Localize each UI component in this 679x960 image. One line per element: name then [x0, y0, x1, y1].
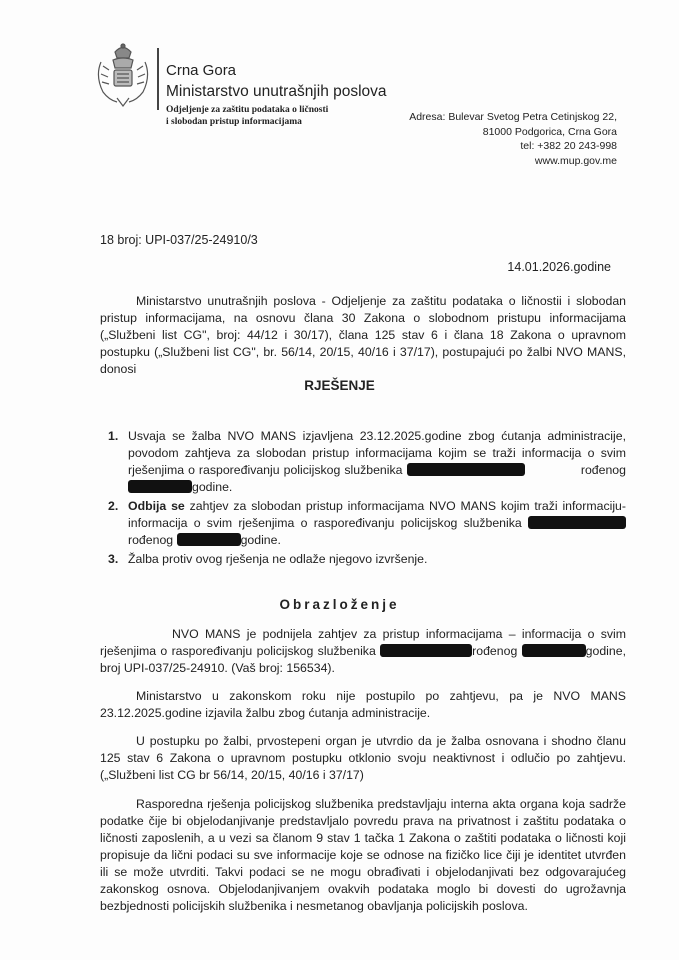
- ministry-name: Ministarstvo unutrašnjih poslova: [166, 83, 387, 100]
- decision-item-3: 3. Žalba protiv ovog rješenja ne odlaže njegovo izvršenje.: [108, 552, 428, 566]
- redaction: [407, 463, 525, 476]
- decision-item-2: 2. Odbija se zahtjev za slobodan pristup informacijama NVO MANS kojim traži informaciju- informacija o svim rješenjima o raspoređivanju policijskog službenika rođenog godine.: [108, 499, 626, 547]
- contact-block: [409, 110, 617, 168]
- redaction: [380, 644, 472, 657]
- reasoning-paragraph-3: U postupku po žalbi, prvostepeni organ je utvrdio da je žalba osnovana i shodno članu 125 stav 6 Zakona o upravnom postupku otklonio svoju neaktivnost i odlučio po zahtjevu. („Službeni list CG br 56/14, 20/15, 40/16 i 37/17): [100, 734, 626, 782]
- redaction: [128, 480, 192, 493]
- website: www.mup.gov.me: [534, 154, 617, 167]
- redaction: [522, 644, 586, 657]
- address-line-1: Adresa: Bulevar Svetog Petra Cetinjskog 22,: [409, 111, 617, 123]
- country-name: Crna Gora: [166, 62, 237, 79]
- decision-item-1: 1. Usvaja se žalba NVO MANS izjavljena 23.12.2025.godine zbog ćutanja administracije, povodom zahtjeva za slobodan pristup informacijama kojim se traži informacija o svim rješenjima o raspoređivanju policijskog službenika rođenog godine.: [108, 429, 626, 494]
- preamble: Ministarstvo unutrašnjih poslova - Odjeljenje za zaštitu podataka o ličnostii i slobodan pristup informacijama, na osnovu člana 30 Zakona o slobodnom pristupu informacijama („Službeni list CG", broj: 44/12 i 30/17), člana 125 stav 6 i člana 18 Zakona o upravnom postupku („Službeni list CG", br. 56/14, 20/15, 40/16 i 37/17), postupajući po žalbi NVO MANS, donosi: [100, 294, 626, 376]
- reference-number: 18 broj: UPI-037/25-24910/3: [100, 233, 258, 247]
- reasoning-paragraph-2: Ministarstvo u zakonskom roku nije postupilo po zahtjevu, pa je NVO MANS 23.12.2025.godine izjavila žalbu zbog ćutanja administracije.: [100, 689, 626, 720]
- department-name: Odjeljenje za zaštitu podataka o ličnosti i slobodan pristup informacijama: [166, 105, 329, 127]
- redaction: [177, 533, 241, 546]
- phone: tel: +382 20 243-998: [520, 140, 617, 152]
- header-divider: [157, 48, 159, 110]
- coat-of-arms-icon: [93, 42, 153, 110]
- reasoning-title: Obrazloženje: [279, 597, 400, 612]
- address-line-2: 81000 Podgorica, Crna Gora: [482, 125, 617, 138]
- decision-list: [108, 428, 626, 568]
- reasoning-paragraph-4: Rasporedna rješenja policijskog službenika predstavljaju interna akta organa koja sadrže podatke čije bi objelodanjivanje predstavljalo povredu prava na privatnost i zaštitu podataka o ličnosti zaposlenih, a u vezi sa članom 9 stav 1 tačka 1 Zakona o zaštiti podataka o ličnosti koji propisuje da lični podaci su sve informacije koje se odnose na fizičko lice čiji je identitet utvrđen ili se može utvrditi. Takvi podaci se ne mogu obrađivati i objelodanjivati bez odgovarajućeg zakonskog osnova. Objelodanjivanjem ovakvih podataka moglo bi dovesti do ugrožavnja bezbjednosti policijskih službenika i nesmetanog obavljanja policijskih poslova.: [100, 797, 626, 913]
- decision-title: RJEŠENJE: [304, 378, 375, 393]
- redaction: [528, 516, 626, 529]
- document-date: 14.01.2026.godine: [507, 260, 611, 274]
- reasoning-paragraph-1: NVO MANS je podnijela zahtjev za pristup informacijama – informacija o svim rješenjima o raspoređivanju policijskog službenika rođenog godine, broj UPI-037/25-24910. (Vaš broj: 156534).: [100, 627, 626, 675]
